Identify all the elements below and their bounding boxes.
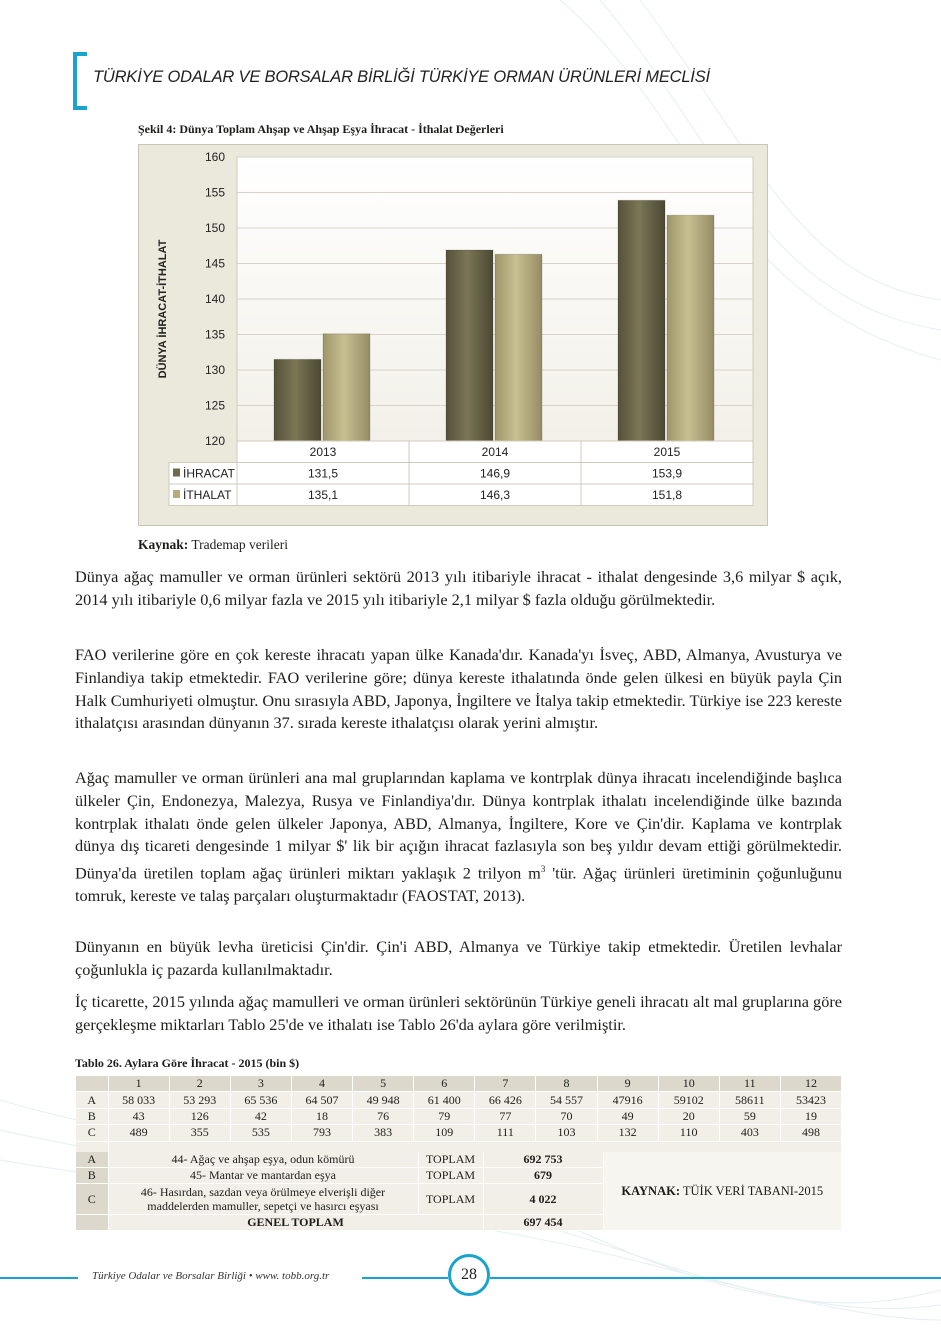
paragraph-1: Dünya ağaç mamuller ve orman ürünleri sektörü 2013 yılı itibariyle ihracat - ithalat dengesinde 3,6 milyar $ açık, 2014 yılı itibariyle 0,6 milyar fazla ve 2015 yılı itibariyle 2,1 milyar $ fazla olduğu görülmektedir. — [75, 567, 842, 609]
table-source-label: KAYNAK: — [621, 1183, 680, 1198]
paragraph-2: FAO verilerine göre en çok kereste ihracatı yapan ülke Kanada'dır. Kanada'yı İsveç, ABD, Almanya, Avusturya ve Finlandiya takip etmektedir. FAO verilerine göre; dünya kereste ithalatında önde gelen ülkesi en büyük payla Çin Halk Cumhuriyeti olmuştur. Onu sırasıyla ABD, Japonya, İngiltere ve İtalya takip etmektedir. Türkiye ise 223 kereste ithalatçısı arasından dünyanın 37. sırada kereste ithalatçısı olarak yerini almıştır. — [75, 645, 842, 733]
table-cell: 110 — [658, 1125, 719, 1141]
summary-total-label: TOPLAM — [418, 1184, 483, 1215]
table-row — [76, 1092, 842, 1108]
month-header: 12 — [780, 1076, 841, 1092]
table-cell: 383 — [353, 1125, 414, 1141]
row-label: B — [76, 1108, 108, 1124]
footer-line-mid — [362, 1277, 448, 1279]
table-cell: 79 — [414, 1108, 475, 1124]
table-row — [76, 1125, 842, 1141]
footer-line-left — [0, 1277, 78, 1279]
figure-source-label: Kaynak: — [138, 537, 189, 552]
running-header: TÜRKİYE ODALAR VE BORSALAR BİRLİĞİ TÜRKİYE ORMAN ÜRÜNLERİ MECLİSİ — [93, 68, 710, 86]
summary-total: 4 022 — [483, 1184, 603, 1215]
figure-source-text: Trademap verileri — [188, 537, 288, 552]
summary-total: 679 — [483, 1168, 603, 1184]
y-tick-label: 145 — [204, 256, 225, 271]
y-tick-label: 160 — [204, 150, 225, 164]
table-cell: 70 — [536, 1108, 597, 1124]
table-cell: 109 — [414, 1125, 475, 1141]
summary-label: A — [76, 1152, 108, 1168]
table-cell: 126 — [169, 1108, 230, 1124]
table-cell: 49 948 — [353, 1092, 414, 1108]
table-cell: 43 — [108, 1108, 169, 1124]
y-axis-label: DÜNYA İHRACAT-İTHALAT — [157, 239, 169, 379]
month-header: 1 — [108, 1076, 169, 1092]
table-cell: 76 — [353, 1108, 414, 1124]
grand-total-value: 697 454 — [483, 1215, 603, 1231]
table-cell: 403 — [719, 1125, 780, 1141]
x-category-label: 2013 — [309, 445, 337, 459]
summary-label: C — [76, 1184, 108, 1215]
summary-total: 692 753 — [483, 1152, 603, 1168]
month-header: 8 — [536, 1076, 597, 1092]
table-cell: 53423 — [780, 1092, 841, 1108]
summary-total-label: TOPLAM — [418, 1168, 483, 1184]
x-category-label: 2014 — [481, 445, 509, 459]
paragraph-4: Dünyanın en büyük levha üreticisi Çin'dir. Çin'i ABD, Almanya ve Türkiye takip etmektedir. Üretilen levhalar çoğunlukla iç pazarda kullanılmaktadır. — [75, 937, 842, 979]
month-header: 5 — [353, 1076, 414, 1092]
y-tick-label: 125 — [204, 398, 225, 413]
table-corner-cell — [76, 1076, 108, 1092]
table-source-text: TÜİK VERİ TABANI-2015 — [679, 1183, 824, 1198]
legend-label: İTHALAT — [183, 488, 232, 502]
y-tick-label: 140 — [204, 292, 225, 306]
footer-text: Türkiye Odalar ve Borsalar Birliği • www. tobb.org.tr — [92, 1270, 330, 1282]
month-header: 11 — [719, 1076, 780, 1092]
summary-desc: 45- Mantar ve mantardan eşya — [108, 1168, 418, 1184]
y-tick-label: 150 — [204, 221, 225, 235]
table-row — [76, 1108, 842, 1124]
summary-total-label: TOPLAM — [418, 1152, 483, 1168]
table-cell: 489 — [108, 1125, 169, 1141]
month-header: 6 — [414, 1076, 475, 1092]
ithalat-bar — [495, 254, 542, 441]
table-cell: 103 — [536, 1125, 597, 1141]
y-tick-label: 130 — [204, 363, 225, 377]
table-header-row — [76, 1076, 842, 1092]
ihracat-bar — [274, 359, 321, 441]
month-header: 3 — [230, 1076, 291, 1092]
y-tick-label: 155 — [204, 185, 225, 200]
data-label: 146,3 — [479, 488, 511, 502]
summary-table — [76, 1152, 842, 1231]
y-tick-label: 120 — [204, 434, 225, 448]
ihracat-bar — [446, 250, 493, 441]
data-label: 151,8 — [651, 488, 683, 502]
table-title: Tablo 26. Aylara Göre İhracat - 2015 (bin $) — [75, 1056, 300, 1070]
legend-swatch — [173, 490, 180, 498]
paragraph-3 — [75, 767, 842, 908]
table-cell: 355 — [169, 1125, 230, 1141]
ihracat-bar — [618, 200, 665, 441]
table-cell: 59 — [719, 1108, 780, 1124]
grand-total-corner — [76, 1215, 108, 1231]
row-label: C — [76, 1125, 108, 1141]
grand-total-label: GENEL TOPLAM — [108, 1215, 483, 1231]
legend-label: İHRACAT — [183, 466, 235, 481]
paragraph-3-end: 'tür. Ağaç ürünleri üretiminin çoğunluğunu tomruk, kereste ve talaş parçaları oluşturmaktadır (FAOSTAT, 2013). — [75, 863, 842, 906]
table-cell: 498 — [780, 1125, 841, 1141]
table-cell: 49 — [597, 1108, 658, 1124]
data-label: 146,9 — [479, 466, 511, 481]
table-cell: 20 — [658, 1108, 719, 1124]
month-header: 9 — [597, 1076, 658, 1092]
table-cell: 77 — [475, 1108, 536, 1124]
ithalat-bar — [667, 215, 714, 441]
table-cell: 535 — [230, 1125, 291, 1141]
paragraph-5: İç ticarette, 2015 yılında ağaç mamulleri ve orman ürünleri sektörünün Türkiye geneli ihracatı alt mal gruplarına göre gerçekleşme miktarları Tablo 25'de ve ithalatı ise Tablo 26'da aylara göre verilmiştir. — [75, 992, 842, 1034]
month-header: 2 — [169, 1076, 230, 1092]
data-label: 135,1 — [307, 488, 339, 502]
superscript-3: 3 — [540, 864, 546, 875]
chart-canvas — [139, 145, 769, 527]
header-bracket — [73, 52, 87, 110]
table-cell: 66 426 — [475, 1092, 536, 1108]
table-cell: 132 — [597, 1125, 658, 1141]
table-cell: 58611 — [719, 1092, 780, 1108]
summary-label: B — [76, 1168, 108, 1184]
legend-swatch — [173, 469, 180, 477]
summary-desc: 44- Ağaç ve ahşap eşya, odun kömürü — [108, 1152, 418, 1168]
summary-desc: 46- Hasırdan, sazdan veya örülmeye elverişli diğer maddelerden mamuller, sepetçi ve hasırcı eşyası — [108, 1184, 418, 1215]
table-cell: 111 — [475, 1125, 536, 1141]
table-cell: 58 033 — [108, 1092, 169, 1108]
summary-row — [76, 1152, 842, 1168]
footer-line-right — [490, 1277, 941, 1279]
page-number: 28 — [448, 1254, 490, 1296]
ithalat-bar — [323, 334, 370, 441]
row-label: A — [76, 1092, 108, 1108]
month-header: 7 — [475, 1076, 536, 1092]
figure-source — [138, 537, 288, 553]
table-cell: 64 507 — [291, 1092, 352, 1108]
table-cell: 65 536 — [230, 1092, 291, 1108]
bar-chart — [138, 144, 768, 526]
table-cell: 61 400 — [414, 1092, 475, 1108]
monthly-export-table — [76, 1076, 842, 1156]
table-cell: 59102 — [658, 1092, 719, 1108]
figure-caption: Şekil 4: Dünya Toplam Ahşap ve Ahşap Eşya İhracat - İthalat Değerleri — [138, 122, 504, 136]
month-header: 4 — [291, 1076, 352, 1092]
table-cell: 54 557 — [536, 1092, 597, 1108]
table-cell: 19 — [780, 1108, 841, 1124]
table-cell: 53 293 — [169, 1092, 230, 1108]
month-header: 10 — [658, 1076, 719, 1092]
table-cell: 42 — [230, 1108, 291, 1124]
data-label: 131,5 — [307, 466, 339, 481]
table-source — [603, 1152, 842, 1230]
data-label: 153,9 — [651, 466, 683, 481]
x-category-label: 2015 — [653, 445, 681, 459]
table-cell: 793 — [291, 1125, 352, 1141]
table-cell: 18 — [291, 1108, 352, 1124]
paragraph-3-text: Ağaç mamuller ve orman ürünleri ana mal gruplarından kaplama ve kontrplak dünya ihracatı incelendiğinde başlıca ülkeler Çin, Endonezya, Malezya, Rusya ve Finlandiya'dır. Dünya kontrplak ithalatı incelendiğinde ülke bazında kontrplak ithalatı önde gelen ülkeler Japonya, ABD, Almanya, İngiltere, Kore ve Çin'dir. Kaplama ve kontrplak dünya dış ticareti dengesinde 1 milyar $' lik bir açığın ihracat fazlasıyla son beş yıldır devam ettiği görülmektedir. Dünya'da üretilen toplam ağaç ürünleri miktarı yaklaşık 2 trilyon m — [75, 768, 842, 883]
y-tick-label: 135 — [204, 327, 225, 342]
table-cell: 47916 — [597, 1092, 658, 1108]
